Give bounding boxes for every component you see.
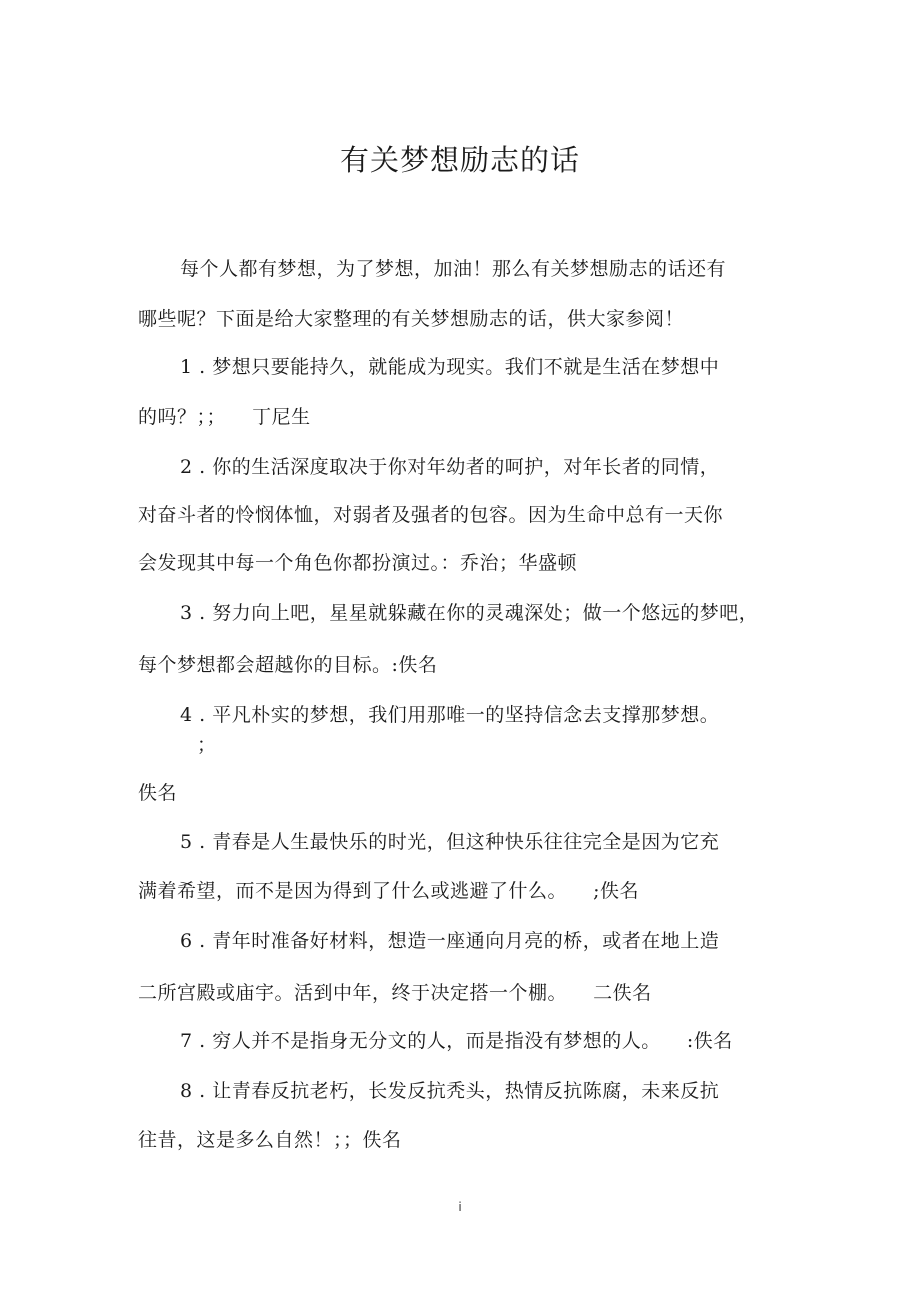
quote-2-line-3: 会发现其中每一个角色你都扮演过。：乔治；华盛顿 (138, 552, 578, 574)
quote-6-line-1: 6 . 青年时准备好材料，想造一座通向月亮的桥，或者在地上造 (180, 930, 720, 952)
quote-3-line-1: 3 . 努力向上吧，星星就躲藏在你的灵魂深处；做一个悠远的梦吧， (180, 602, 759, 624)
quote-1-line-1: 1 . 梦想只要能持久，就能成为现实。我们不就是生活在梦想中 (180, 356, 720, 378)
quote-4-line-3: 佚名 (138, 782, 178, 804)
page-number: i (458, 1200, 462, 1214)
intro-line-2: 哪些呢？下面是给大家整理的有关梦想励志的话，供大家参阅！ (138, 308, 685, 330)
quote-5-line-2: 满着希望，而不是因为得到了什么或逃避了什么。 ;佚名 (138, 880, 640, 902)
quote-1-line-2: 的吗？；； 丁尼生 (138, 406, 311, 428)
quote-8-line-1: 8 . 让青春反抗老朽，长发反抗秃头，热情反抗陈腐，未来反抗 (180, 1080, 720, 1102)
quote-5-line-1: 5 . 青春是人生最快乐的时光，但这种快乐往往完全是因为它充 (180, 831, 720, 853)
quote-4-line-1: 4 . 平凡朴实的梦想，我们用那唯一的坚持信念去支撑那梦想。 (180, 704, 720, 726)
intro-line-1: 每个人都有梦想，为了梦想，加油！那么有关梦想励志的话还有 (180, 258, 727, 280)
quote-2-line-1: 2 . 你的生活深度取决于你对年幼者的呵护，对年长者的同情， (180, 456, 720, 478)
quote-4-line-2: ； (197, 734, 217, 756)
page-title: 有关梦想励志的话 (339, 143, 580, 177)
quote-8-line-2: 往昔，这是多么自然！；；佚名 (138, 1129, 402, 1151)
quote-3-line-2: 每个梦想都会超越你的目标。:佚名 (138, 654, 438, 676)
quote-6-line-2: 二所宫殿或庙宇。活到中年，终于决定搭一个棚。 二佚名 (138, 982, 652, 1004)
quote-2-line-2: 对奋斗者的怜悯体恤，对弱者及强者的包容。因为生命中总有一天你 (138, 504, 724, 526)
quote-7-line-1: 7 . 穷人并不是指身无分文的人，而是指没有梦想的人。 :佚名 (180, 1030, 733, 1052)
